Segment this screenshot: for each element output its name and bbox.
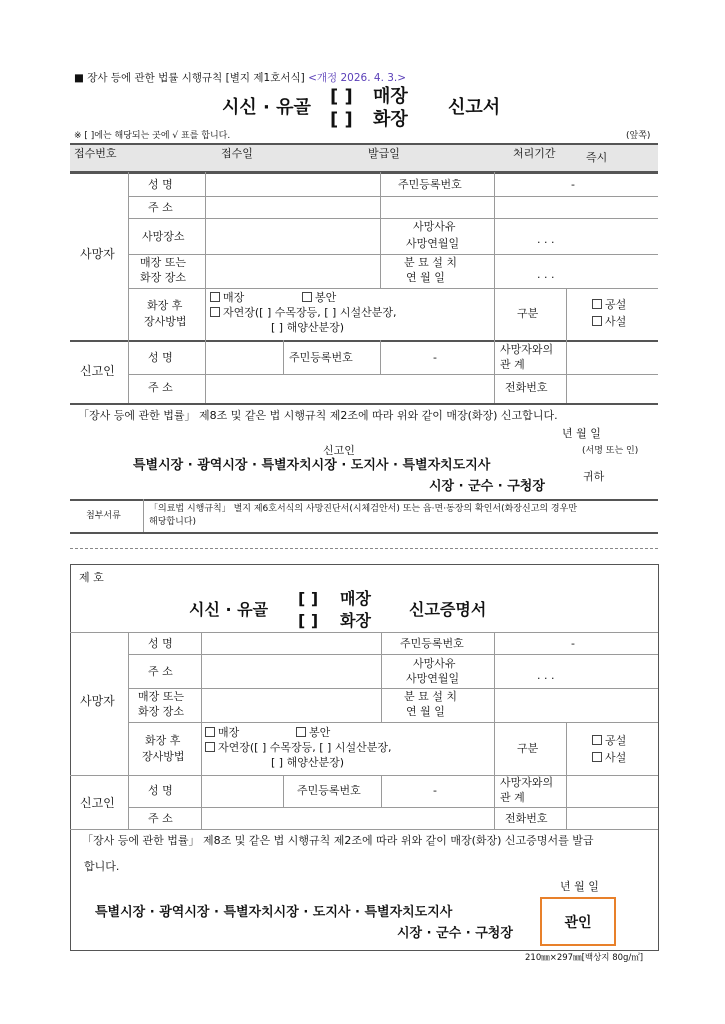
title-option-cremation: 화장 xyxy=(373,109,408,130)
authority-line-1: 특별시장 · 광역시장 · 특별자치시장 · 도지사 · 특별자치도지사 xyxy=(133,458,491,473)
grave-date-label-2: 연 월 일 xyxy=(406,271,445,284)
form-title-prefix: 시신 · 유골 xyxy=(222,97,311,118)
title-option-burial: 매장 xyxy=(373,86,408,107)
checkbox-icon[interactable] xyxy=(302,292,312,302)
cert-authority-line-1: 특별시장 · 광역시장 · 특별자치시장 · 도지사 · 특별자치도지사 xyxy=(95,905,453,920)
cut-line xyxy=(70,548,658,549)
cert-grave-date-label-2: 연 월 일 xyxy=(406,705,445,718)
cert-option-sea-label[interactable]: [ ] 해양산분장) xyxy=(271,756,344,769)
cert-reporter-rrn-label: 주민등록번호 xyxy=(297,784,361,797)
checkbox-icon[interactable] xyxy=(210,292,220,302)
cert-statement-1: 「장사 등에 관한 법률」 제8조 및 같은 법 시행규칙 제2조에 따라 위와 같이 매장(화장) 신고증명서를 발급 xyxy=(82,834,594,847)
cert-relation-label-1: 사망자와의 xyxy=(500,776,554,789)
death-date-label: 사망연월일 xyxy=(406,237,460,250)
attachment-label: 첨부서류 xyxy=(86,511,121,521)
receipt-date-label: 접수일 xyxy=(221,147,253,160)
cert-deceased-section-label: 사망자 xyxy=(80,694,115,708)
cert-reporter-phone-label: 전화번호 xyxy=(505,812,548,825)
checkbox-icon[interactable] xyxy=(592,299,602,309)
cert-deceased-rrn-dash: - xyxy=(571,637,575,650)
cert-option-public[interactable] xyxy=(592,734,626,748)
to-label: 귀하 xyxy=(583,470,605,483)
reporter-address-label: 주 소 xyxy=(148,381,173,394)
checkbox-icon[interactable] xyxy=(205,727,215,737)
checkbox-icon[interactable] xyxy=(592,735,602,745)
cert-bracket-burial[interactable]: [ ] xyxy=(298,589,319,608)
option-natural-label: 자연장([ ] 수목장등, [ ] 시설산분장, xyxy=(223,306,397,319)
cert-deceased-rrn-label: 주민등록번호 xyxy=(400,637,464,650)
paper-spec-footer: 210㎜×297㎜[백상지 80g/㎡] xyxy=(525,953,644,963)
death-place-label: 사망장소 xyxy=(142,230,185,243)
deceased-rrn-dash: - xyxy=(571,178,575,191)
report-statement: 「장사 등에 관한 법률」 제8조 및 같은 법 시행규칙 제2조에 따라 위와 같이 매장(화장) 신고합니다. xyxy=(78,409,558,422)
death-date-dots: . . . xyxy=(537,233,555,246)
cert-reporter-address-label: 주 소 xyxy=(148,812,173,825)
method-label-1: 화장 후 xyxy=(147,299,183,312)
cert-grave-date-label-1: 분 묘 설 치 xyxy=(404,690,457,703)
option-private-label: 사설 xyxy=(605,315,627,328)
deceased-rrn-label: 주민등록번호 xyxy=(398,178,462,191)
processing-period-label: 처리기간 xyxy=(513,147,556,160)
deceased-name-label: 성 명 xyxy=(148,178,173,191)
cert-option-public-label: 공설 xyxy=(605,734,627,747)
death-reason-label: 사망사유 xyxy=(413,220,456,233)
law-ref-text: ■ 장사 등에 관한 법률 시행규칙 [별지 제1호서식] xyxy=(74,72,305,84)
option-sea-label[interactable]: [ ] 해양산분장) xyxy=(271,321,344,334)
cert-option-natural[interactable] xyxy=(205,741,391,755)
checkbox-icon[interactable] xyxy=(592,316,602,326)
reporter-section-label: 신고인 xyxy=(80,364,115,378)
title-bracket-burial[interactable]: [ ] xyxy=(330,86,353,107)
official-seal-label: 관인 xyxy=(564,914,592,931)
option-burial[interactable] xyxy=(210,291,244,305)
attachment-text-1: 「의료법 시행규칙」 별지 제6호서식의 사망진단서(시체검안서) 또는 읍·면·동장의 확인서(화장신고의 경우만 xyxy=(149,504,578,514)
cert-option-natural-label: 자연장([ ] 수목장등, [ ] 시설산분장, xyxy=(218,741,392,754)
authority-line-2: 시장 · 군수 · 구청장 xyxy=(429,479,545,494)
option-enshrine[interactable] xyxy=(302,291,336,305)
receipt-number-label: 접수번호 xyxy=(74,147,117,160)
burial-place-label-1: 매장 또는 xyxy=(140,256,187,269)
form-title-suffix: 신고서 xyxy=(448,97,501,118)
cert-burial-place-label-1: 매장 또는 xyxy=(138,690,185,703)
issue-date-label: 발급일 xyxy=(368,147,400,160)
cert-bracket-cremation[interactable]: [ ] xyxy=(298,611,319,630)
checkbox-icon[interactable] xyxy=(205,742,215,752)
cert-method-label-2: 장사방법 xyxy=(142,750,185,763)
certificate-number-label: 제 호 xyxy=(79,571,104,584)
cert-deceased-address-label: 주 소 xyxy=(148,665,173,678)
checkbox-icon[interactable] xyxy=(296,727,306,737)
receipt-bar xyxy=(70,143,658,173)
cert-reporter-section-label: 신고인 xyxy=(80,796,115,810)
cert-statement-2: 합니다. xyxy=(84,860,120,873)
cert-deceased-name-label: 성 명 xyxy=(148,637,173,650)
deceased-address-label: 주 소 xyxy=(148,201,173,214)
cert-death-reason-label: 사망사유 xyxy=(413,657,456,670)
cert-relation-label-2: 관 계 xyxy=(500,791,525,804)
checkbox-note: ※ [ ]에는 해당되는 곳에 √ 표를 합니다. xyxy=(74,131,231,141)
checkbox-icon[interactable] xyxy=(210,307,220,317)
reporter-name-label: 성 명 xyxy=(148,351,173,364)
cert-authority-line-2: 시장 · 군수 · 구청장 xyxy=(397,926,513,941)
reporter-rrn-dash: - xyxy=(433,351,437,364)
option-enshrine-label: 봉안 xyxy=(315,291,337,304)
sign-note: (서명 또는 인) xyxy=(582,446,639,456)
cert-death-date-label: 사망연월일 xyxy=(406,672,460,685)
cert-option-private-label: 사설 xyxy=(605,751,627,764)
cert-reporter-name-label: 성 명 xyxy=(148,784,173,797)
cert-burial-place-label-2: 화장 장소 xyxy=(138,705,185,718)
certificate-title-prefix: 시신 · 유골 xyxy=(189,600,269,619)
cert-option-cremation: 화장 xyxy=(340,611,371,630)
certificate-title-suffix: 신고증명서 xyxy=(409,600,487,619)
option-private[interactable] xyxy=(592,315,626,329)
cert-reporter-rrn-dash: - xyxy=(433,784,437,797)
signer-label: 신고인 xyxy=(323,444,355,457)
cert-method-label-1: 화장 후 xyxy=(145,734,181,747)
option-public-label: 공설 xyxy=(605,298,627,311)
revision-note: <개정 2026. 4. 3.> xyxy=(308,72,407,84)
cert-option-burial: 매장 xyxy=(340,589,371,608)
processing-period-value: 즉시 xyxy=(586,151,608,164)
title-bracket-cremation[interactable]: [ ] xyxy=(330,109,353,130)
law-reference xyxy=(74,72,406,85)
reporter-rrn-label: 주민등록번호 xyxy=(289,351,353,364)
cert-option-enshrine-label: 봉안 xyxy=(309,726,331,739)
attachment-text-2: 해당합니다) xyxy=(149,517,196,527)
relation-label-2: 관 계 xyxy=(500,358,525,371)
reporter-phone-label: 전화번호 xyxy=(505,381,548,394)
cert-option-private[interactable] xyxy=(592,751,626,765)
cert-date-line: 년 월 일 xyxy=(560,880,599,893)
option-public[interactable] xyxy=(592,298,626,312)
cert-option-enshrine[interactable] xyxy=(296,726,330,740)
burial-place-label-2: 화장 장소 xyxy=(140,271,187,284)
deceased-section-label: 사망자 xyxy=(80,247,115,261)
cert-category-label: 구분 xyxy=(517,742,539,755)
checkbox-icon[interactable] xyxy=(592,752,602,762)
official-seal-box xyxy=(540,897,616,946)
date-line: 년 월 일 xyxy=(562,427,601,440)
cert-death-date-dots: . . . xyxy=(537,669,555,682)
category-label: 구분 xyxy=(517,307,539,320)
grave-date-label-1: 분 묘 설 치 xyxy=(404,256,457,269)
cert-option-burial-label: 매장 xyxy=(218,726,240,739)
page-side-label: (앞쪽) xyxy=(626,131,651,141)
option-burial-label: 매장 xyxy=(223,291,245,304)
relation-label-1: 사망자와의 xyxy=(500,343,554,356)
grave-date-dots: . . . xyxy=(537,268,555,281)
method-label-2: 장사방법 xyxy=(144,315,187,328)
option-natural[interactable] xyxy=(210,306,396,320)
cert-option-burial[interactable] xyxy=(205,726,239,740)
